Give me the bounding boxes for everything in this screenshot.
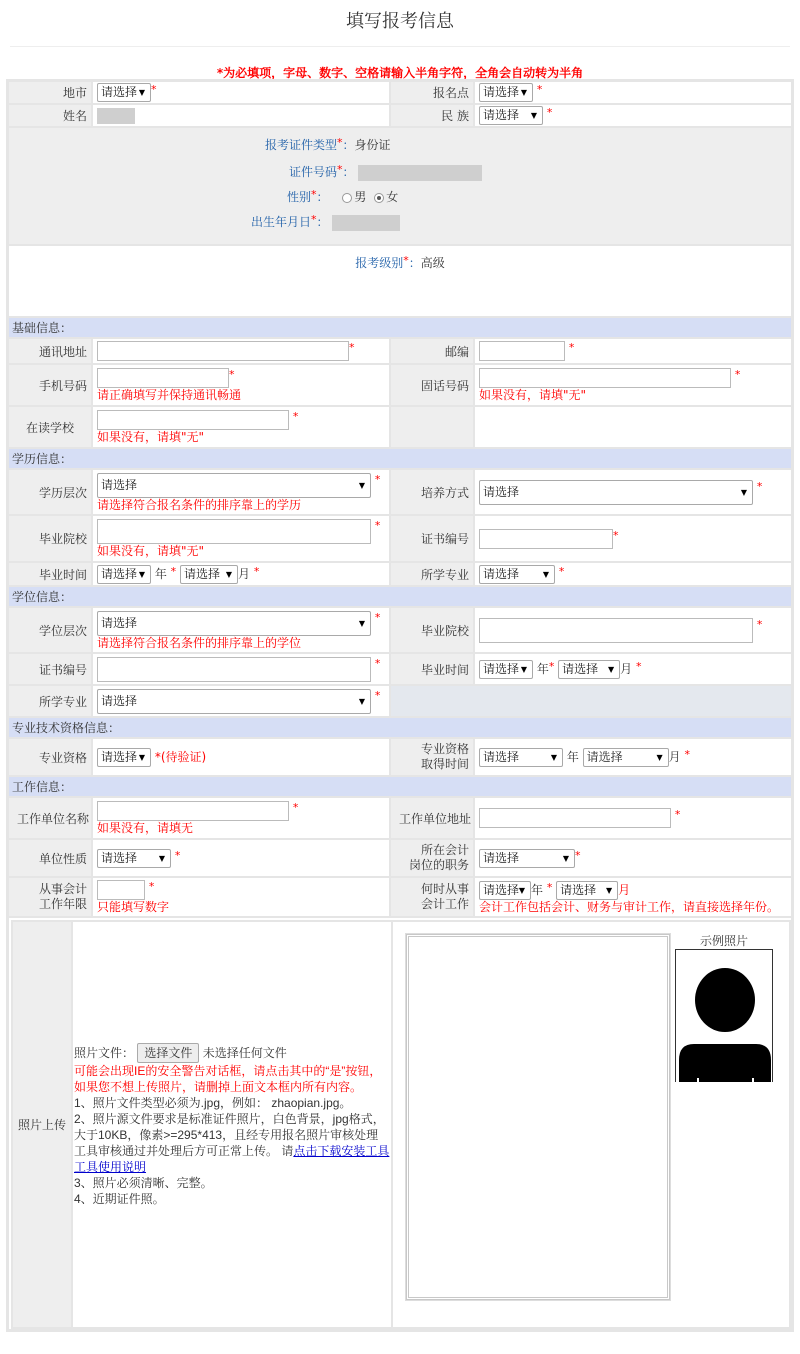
qualification-time-label	[390, 738, 474, 776]
form-row-edu-time	[8, 562, 792, 586]
degree-month-select[interactable]: 请选择 ▼	[558, 660, 620, 679]
chevron-down-icon: ▼	[138, 88, 145, 97]
rule-1: 1、照片文件类型必须为.jpg，例如： zhaopian.jpg。	[74, 1095, 352, 1110]
required-mark: *	[349, 341, 355, 354]
required-mark: *	[253, 564, 260, 578]
mobile-label: 手机号码	[8, 364, 92, 406]
edu-major-select[interactable]: 请选择 ▼	[479, 565, 555, 584]
mobile-hint: 请正确填写并保持通讯畅通	[97, 388, 242, 402]
rule-3: 3、照片必须清晰、完整。	[74, 1175, 213, 1190]
phone-input[interactable]	[479, 368, 731, 388]
form-row-address	[8, 338, 792, 364]
pending-verification: *(待验证)	[154, 749, 207, 764]
rule-2	[74, 1111, 390, 1175]
zip-input[interactable]	[479, 341, 565, 361]
section-basic-title: 基础信息：	[8, 317, 792, 338]
remove-warning: 如果您不想上传照片，请删掉上面文本框内所有内容。	[74, 1079, 363, 1094]
chevron-down-icon: ▼	[542, 569, 549, 579]
section-education	[8, 448, 792, 469]
sample-photo-image	[675, 949, 773, 1082]
employer-hint: 如果没有，请填无	[97, 821, 194, 835]
upload-instructions	[72, 921, 392, 1328]
edu-level-hint: 请选择符合报名条件的排序靠上的学历	[97, 497, 302, 512]
label-line: 岗位的职务	[408, 858, 469, 872]
chevron-down-icon: ▼	[530, 111, 537, 120]
required-mark: *	[374, 472, 381, 486]
required-mark: *	[756, 479, 763, 493]
degree-cert-label: 证书编号	[8, 653, 92, 685]
qualification-year-select[interactable]: 请选择 ▼	[479, 748, 563, 767]
label-line: 何时从事	[420, 882, 469, 896]
section-work	[8, 776, 792, 797]
chevron-down-icon: ▼	[138, 569, 145, 579]
empty-cell	[390, 685, 792, 717]
school-hint: 如果没有，请填"无"	[97, 430, 205, 444]
position-select[interactable]: 请选择 ▼	[479, 849, 575, 868]
required-mark: *	[558, 564, 565, 578]
degree-major-label: 所学专业	[8, 685, 92, 717]
download-tool-link[interactable]: 点击下载安装工具	[293, 1143, 390, 1158]
year-unit: 年	[154, 566, 167, 581]
radio-male[interactable]	[342, 193, 352, 203]
required-mark: *	[148, 880, 155, 893]
month-unit: 月	[620, 661, 633, 676]
ie-warning: 可能会出现IE的安全警告对话框，请点击其中的“是”按钮，	[74, 1063, 382, 1078]
tool-manual-link[interactable]: 工具使用说明	[74, 1159, 147, 1174]
required-mark: *	[613, 528, 619, 542]
work-years-hint: 只能填写数字	[97, 900, 170, 914]
required-mark: *	[174, 848, 181, 862]
exam-level-block	[8, 245, 792, 317]
form-row-city	[8, 81, 792, 104]
name-value-redacted	[97, 108, 135, 124]
person-silhouette-icon	[676, 950, 773, 1082]
required-mark: *	[374, 610, 381, 624]
required-mark: *	[170, 564, 177, 578]
upload-table	[11, 920, 791, 1329]
edu-year-select[interactable]: 请选择 ▼	[97, 565, 151, 584]
sample-photo	[675, 934, 773, 1082]
required-mark: *	[374, 519, 381, 532]
employer-nature-label: 单位性质	[8, 839, 92, 877]
degree-level-hint: 请选择符合报名条件的排序靠上的学位	[97, 635, 302, 650]
form-row-school	[8, 406, 792, 448]
form-row-work-years	[8, 877, 792, 917]
chevron-down-icon: ▼	[225, 569, 232, 579]
edu-month-select[interactable]: 请选择 ▼	[180, 565, 238, 584]
chevron-down-icon: ▼	[518, 885, 525, 895]
gender-option-female[interactable]: 女	[374, 190, 398, 204]
title-divider	[10, 46, 790, 47]
birthdate-redacted	[332, 215, 400, 231]
ethnicity-select[interactable]: 请选择 ▼	[479, 106, 543, 125]
work-since-label	[390, 877, 474, 917]
qualification-month-select[interactable]: 请选择 ▼	[583, 748, 669, 767]
employer-address-label: 工作单位地址	[390, 797, 474, 839]
required-mark: *	[734, 368, 741, 381]
position-label	[390, 839, 474, 877]
form-table	[7, 80, 793, 1331]
exam-level-label: 报考级别	[355, 256, 404, 270]
file-row	[74, 1043, 390, 1063]
qualification-label: 专业资格	[8, 738, 92, 776]
section-degree	[8, 586, 792, 607]
chevron-down-icon: ▼	[358, 618, 365, 628]
chevron-down-icon: ▼	[358, 696, 365, 706]
required-notice: *为必填项，字母、数字、空格请输入半角字符，全角会自动转为半角	[216, 66, 584, 80]
edu-level-label: 学历层次	[8, 469, 92, 515]
rule-4: 4、近期证件照。	[74, 1191, 165, 1206]
gender-row	[287, 188, 398, 205]
chevron-down-icon: ▼	[608, 664, 615, 674]
id-number-label: 证件号码	[289, 165, 338, 179]
form-row-employer-nature	[8, 839, 792, 877]
edu-cert-input[interactable]	[479, 529, 613, 549]
employer-input[interactable]	[97, 801, 289, 821]
section-degree-title: 学位信息：	[8, 586, 792, 607]
degree-level-label: 学位层次	[8, 607, 92, 653]
ethnicity-label: 民 族	[390, 104, 474, 127]
label-line: 专业资格	[420, 742, 469, 756]
required-mark: *	[674, 808, 681, 821]
form-row-degree-cert	[8, 653, 792, 685]
form-row-name	[8, 104, 792, 127]
edu-grad-time-label: 毕业时间	[8, 562, 92, 586]
study-mode-select[interactable]: 请选择 ▼	[479, 480, 753, 505]
degree-grad-time-label: 毕业时间	[390, 653, 474, 685]
colon: ：	[342, 138, 355, 152]
colon: ：	[316, 215, 329, 229]
required-mark: *	[636, 659, 642, 673]
label-line: 所在会计	[420, 843, 469, 857]
address-input[interactable]	[97, 341, 349, 361]
mobile-input[interactable]	[97, 368, 229, 388]
section-qualification	[8, 717, 792, 738]
label-line: 取得时间	[420, 757, 469, 771]
required-mark: *	[229, 368, 235, 381]
phone-label: 固话号码	[390, 364, 474, 406]
year-unit: 年	[566, 749, 579, 764]
chevron-down-icon: ▼	[606, 885, 613, 895]
colon: ：	[408, 256, 421, 270]
employer-address-input[interactable]	[479, 808, 671, 828]
required-mark: *	[575, 848, 581, 862]
exam-site-select[interactable]: 请选择 ▼	[479, 83, 533, 102]
exam-site-label: 报名点	[390, 81, 474, 104]
birthdate-label: 出生年月日	[251, 215, 312, 229]
required-mark: *	[337, 136, 343, 149]
required-mark: *	[546, 880, 553, 894]
required-mark: *	[337, 163, 343, 176]
edu-cert-label: 证书编号	[390, 515, 474, 562]
chevron-down-icon: ▼	[550, 752, 557, 762]
chevron-down-icon: ▼	[656, 752, 663, 762]
month-unit: 月	[668, 749, 681, 764]
degree-level-select[interactable]: 请选择 ▼	[97, 611, 371, 636]
required-mark: *	[403, 254, 409, 267]
required-mark: *	[684, 747, 691, 761]
work-since-month-select[interactable]: 请选择 ▼	[556, 881, 618, 900]
colon: ：	[342, 165, 355, 179]
required-mark: *	[292, 410, 299, 423]
work-years-label	[8, 877, 92, 917]
id-type-row	[265, 136, 391, 153]
city-label: 地市	[8, 81, 92, 104]
required-mark: *	[548, 659, 555, 673]
form-row-degree-level	[8, 607, 792, 653]
required-mark: *	[151, 83, 157, 96]
form-row-edu-level	[8, 469, 792, 515]
study-mode-label: 培养方式	[390, 469, 474, 515]
name-label: 姓名	[8, 104, 92, 127]
colon: ：	[316, 190, 329, 204]
form-row-employer	[8, 797, 792, 839]
empty-label	[390, 406, 474, 448]
phone-hint: 如果没有，请填"无"	[479, 388, 587, 402]
chevron-down-icon: ▼	[520, 664, 527, 674]
month-unit: 月	[618, 882, 631, 897]
section-education-title: 学历信息：	[8, 448, 792, 469]
form-row-qualification	[8, 738, 792, 776]
sample-photo-title: 示例照片	[699, 934, 748, 948]
chevron-down-icon: ▼	[158, 853, 165, 863]
required-mark: *	[756, 617, 763, 631]
label-line: 从事会计	[38, 882, 87, 896]
edu-school-input[interactable]	[97, 519, 371, 544]
required-mark: *	[311, 188, 317, 201]
school-label: 在读学校	[8, 406, 92, 448]
school-input[interactable]	[97, 410, 289, 430]
section-qualification-title: 专业技术资格信息：	[8, 717, 792, 738]
registration-form	[6, 79, 794, 1332]
city-select[interactable]: 请选择 ▼	[97, 83, 151, 102]
id-number-row	[289, 163, 482, 181]
edu-school-hint: 如果没有，请填"无"	[97, 544, 205, 558]
degree-school-label: 毕业院校	[390, 607, 474, 653]
gender-option-male[interactable]: 男	[342, 190, 366, 204]
required-mark: *	[374, 656, 381, 670]
no-file-text: 未选择任何文件	[202, 1045, 287, 1060]
required-mark: *	[374, 688, 381, 702]
chevron-down-icon: ▼	[138, 752, 145, 762]
id-type-label: 报考证件类型	[265, 138, 338, 152]
zip-label: 邮编	[390, 338, 474, 364]
chevron-down-icon: ▼	[358, 480, 365, 490]
page-title: 填写报考信息	[346, 11, 454, 32]
section-basic	[8, 317, 792, 338]
edu-major-label: 所学专业	[390, 562, 474, 586]
qualification-select[interactable]: 请选择 ▼	[97, 748, 151, 767]
address-label: 通讯地址	[8, 338, 92, 364]
month-unit: 月	[238, 566, 251, 581]
chevron-down-icon: ▼	[740, 487, 747, 497]
choose-file-button[interactable]: 选择文件	[137, 1043, 199, 1063]
year-unit: 年	[536, 661, 549, 676]
label-line: 会计工作	[420, 897, 469, 911]
form-row-edu-school	[8, 515, 792, 562]
chevron-down-icon: ▼	[562, 853, 569, 863]
birthdate-row	[251, 213, 400, 231]
gender-label: 性别	[287, 190, 312, 204]
employer-label: 工作单位名称	[8, 797, 92, 839]
upload-label: 照片上传	[12, 921, 72, 1328]
required-mark: *	[292, 801, 299, 814]
radio-female[interactable]	[374, 193, 384, 203]
form-row-degree-major	[8, 685, 792, 717]
edu-school-label: 毕业院校	[8, 515, 92, 562]
form-row-mobile	[8, 364, 792, 406]
degree-cert-input[interactable]	[97, 657, 371, 682]
id-number-redacted	[358, 165, 482, 181]
required-mark: *	[546, 106, 553, 119]
required-mark: *	[568, 341, 575, 354]
id-type-value: 身份证	[354, 138, 391, 152]
photo-preview-frame	[406, 934, 670, 1300]
empty-cell	[474, 406, 792, 448]
employer-nature-select[interactable]: 请选择 ▼	[97, 849, 171, 868]
required-mark: *	[311, 213, 317, 226]
chevron-down-icon: ▼	[520, 88, 527, 97]
work-since-year-select[interactable]: 请选择 ▼	[479, 881, 531, 900]
rule-2-text: 2、照片源文件要求是标准证件照片，白色背景，jpg格式，大于10KB，像素>=295*413，且经专用报名照片审核处理工具审核通过并处理后方可正常上传。 请	[74, 1111, 385, 1158]
file-label: 照片文件：	[74, 1045, 135, 1060]
degree-major-select[interactable]: 请选择 ▼	[97, 689, 371, 714]
label-line: 工作年限	[38, 897, 87, 911]
work-years-input[interactable]	[97, 880, 145, 900]
identity-block	[8, 127, 792, 245]
year-unit: 年	[531, 882, 544, 897]
work-since-hint: 会计工作包括会计、财务与审计工作，请直接选择年份。	[479, 899, 780, 914]
edu-level-select[interactable]: 请选择 ▼	[97, 473, 371, 498]
exam-level-value: 高级	[420, 256, 445, 270]
degree-year-select[interactable]: 请选择 ▼	[479, 660, 533, 679]
section-work-title: 工作信息：	[8, 776, 792, 797]
degree-school-input[interactable]	[479, 618, 753, 643]
required-mark: *	[536, 83, 543, 96]
